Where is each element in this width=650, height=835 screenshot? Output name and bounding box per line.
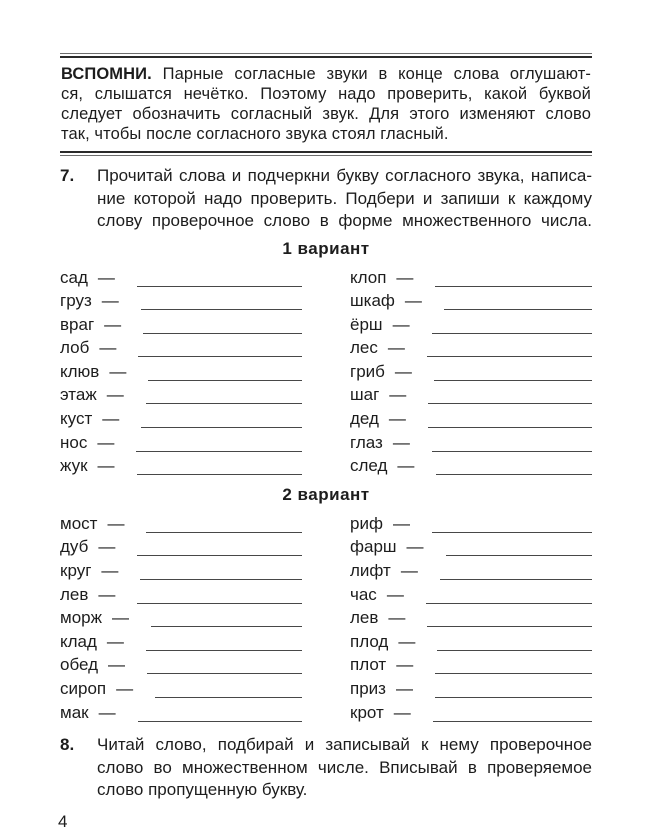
- answer-blank-line[interactable]: [146, 513, 302, 533]
- answer-blank-line[interactable]: [155, 678, 302, 698]
- remember-box-bottom-rule: [60, 151, 592, 156]
- variant-2-word-grid: [60, 513, 592, 725]
- answer-blank-line[interactable]: [137, 267, 302, 287]
- word-dash: —: [97, 267, 115, 287]
- word-row: [60, 314, 302, 338]
- word-dash: —: [104, 314, 122, 334]
- answer-blank-line[interactable]: [138, 702, 302, 722]
- word-label: мак: [60, 702, 89, 722]
- answer-blank-line[interactable]: [137, 455, 302, 475]
- variant-1-left-column: [60, 267, 302, 479]
- exercise-8-text: [97, 734, 592, 802]
- variant-2-right-column: [350, 513, 592, 725]
- word-row: [350, 678, 592, 702]
- answer-blank-line[interactable]: [435, 267, 592, 287]
- word-row: [350, 314, 592, 338]
- variant-2-title: 2 вариант: [282, 484, 370, 504]
- remember-line: ся, слышатся нечётко. Поэтому надо проверить, какой буквой: [61, 85, 591, 103]
- word-dash: —: [392, 314, 410, 334]
- answer-blank-line[interactable]: [432, 432, 592, 452]
- word-label: обед: [60, 655, 99, 675]
- word-row: [60, 560, 302, 584]
- word-dash: —: [386, 584, 404, 604]
- word-label: лев: [350, 608, 379, 628]
- word-dash: —: [388, 608, 406, 628]
- word-row: [60, 702, 302, 726]
- word-label: клюв: [60, 361, 100, 381]
- word-dash: —: [98, 702, 116, 722]
- answer-blank-line[interactable]: [427, 337, 592, 357]
- exercise-7-number: 7.: [60, 166, 75, 185]
- exercise-7-line: слову проверочное слово в форме множественного числа.: [97, 211, 592, 230]
- word-dash: —: [400, 561, 418, 581]
- word-dash: —: [108, 655, 126, 675]
- word-label: дуб: [60, 537, 89, 557]
- word-label: морж: [60, 608, 102, 628]
- word-dash: —: [102, 409, 120, 429]
- word-dash: —: [98, 584, 116, 604]
- answer-blank-line[interactable]: [140, 560, 302, 580]
- word-row: [350, 584, 592, 608]
- word-label: крот: [350, 702, 384, 722]
- word-row: [350, 560, 592, 584]
- answer-blank-line[interactable]: [137, 536, 302, 556]
- word-dash: —: [107, 513, 125, 533]
- word-dash: —: [106, 385, 124, 405]
- answer-blank-line[interactable]: [446, 536, 592, 556]
- answer-blank-line[interactable]: [146, 631, 302, 651]
- word-label: лифт: [350, 561, 391, 581]
- word-row: [350, 631, 592, 655]
- word-label: куст: [60, 409, 93, 429]
- word-row: [350, 290, 592, 314]
- remember-box-title: ВСПОМНИ.: [61, 65, 152, 83]
- word-row: [350, 536, 592, 560]
- answer-blank-line[interactable]: [138, 337, 302, 357]
- word-dash: —: [99, 338, 117, 358]
- word-row: [350, 654, 592, 678]
- word-dash: —: [97, 432, 115, 452]
- exercise-8-number: 8.: [60, 735, 75, 755]
- word-label: глаз: [350, 432, 383, 452]
- remember-line: следует обозначить согласный звук. Для этого изменяют слово: [61, 105, 591, 123]
- word-dash: —: [406, 537, 424, 557]
- remember-line: так, чтобы после согласного звука стоял гласный.: [61, 125, 449, 143]
- word-row: [60, 408, 302, 432]
- word-label: круг: [60, 561, 92, 581]
- page-number: 4: [58, 811, 68, 831]
- word-label: нос: [60, 432, 88, 452]
- word-label: риф: [350, 513, 383, 533]
- exercise-8-line: слово во множественном числе. Вписывай в проверяемое: [97, 757, 592, 777]
- answer-blank-line[interactable]: [137, 584, 302, 604]
- answer-blank-line[interactable]: [432, 314, 592, 334]
- word-label: шкаф: [350, 291, 395, 311]
- exercise-8-line: Читай слово, подбирай и записывай к нему проверочное: [97, 735, 592, 755]
- answer-blank-line[interactable]: [151, 607, 302, 627]
- word-label: мост: [60, 513, 98, 533]
- word-label: гриб: [350, 361, 385, 381]
- word-dash: —: [101, 561, 119, 581]
- word-row: [350, 513, 592, 537]
- remember-line: [61, 64, 591, 84]
- answer-blank-line[interactable]: [147, 654, 302, 674]
- word-label: плот: [350, 655, 387, 675]
- word-dash: —: [394, 361, 412, 381]
- word-dash: —: [396, 655, 414, 675]
- word-row: [60, 290, 302, 314]
- word-dash: —: [396, 267, 414, 287]
- word-row: [60, 584, 302, 608]
- word-row: [60, 631, 302, 655]
- word-dash: —: [111, 608, 129, 628]
- remember-box: [60, 58, 592, 151]
- word-dash: —: [101, 291, 119, 311]
- word-dash: —: [393, 702, 411, 722]
- word-label: лес: [350, 338, 378, 358]
- answer-blank-line[interactable]: [427, 607, 592, 627]
- exercise-7: [60, 165, 592, 233]
- word-label: враг: [60, 314, 95, 334]
- word-label: сироп: [60, 679, 107, 698]
- word-row: [60, 654, 302, 678]
- word-dash: —: [392, 513, 410, 533]
- word-label: лев: [60, 584, 89, 604]
- word-row: [60, 607, 302, 631]
- word-row: [60, 678, 302, 702]
- answer-blank-line[interactable]: [146, 384, 302, 404]
- word-dash: —: [395, 679, 413, 698]
- exercise-7-line: ние которой надо проверить. Подбери и запиши к каждому: [97, 188, 592, 208]
- remember-line-text: Парные согласные звуки в конце слова оглушают-: [162, 65, 591, 83]
- word-label: фарш: [350, 537, 397, 557]
- answer-blank-line[interactable]: [436, 455, 592, 475]
- word-dash: —: [389, 385, 407, 405]
- word-row: [60, 536, 302, 560]
- answer-blank-line[interactable]: [141, 290, 302, 310]
- word-row: [60, 432, 302, 456]
- word-dash: —: [109, 361, 127, 381]
- word-dash: —: [97, 456, 115, 476]
- answer-blank-line[interactable]: [148, 361, 302, 381]
- word-label: час: [350, 584, 377, 604]
- word-dash: —: [106, 631, 124, 651]
- word-dash: —: [398, 631, 416, 651]
- word-label: плод: [350, 631, 389, 651]
- word-label: клоп: [350, 267, 387, 287]
- exercise-7-text: [97, 165, 592, 233]
- answer-blank-line[interactable]: [435, 654, 592, 674]
- word-label: этаж: [60, 385, 97, 405]
- word-dash: —: [388, 409, 406, 429]
- word-label: приз: [350, 679, 386, 698]
- answer-blank-line[interactable]: [136, 432, 302, 452]
- word-label: клад: [60, 631, 97, 651]
- word-dash: —: [404, 291, 422, 311]
- answer-blank-line[interactable]: [437, 631, 592, 651]
- word-dash: —: [392, 432, 410, 452]
- word-row: [350, 432, 592, 456]
- word-row: [60, 337, 302, 361]
- word-dash: —: [397, 456, 415, 476]
- word-dash: —: [116, 679, 134, 698]
- word-row: [350, 455, 592, 479]
- answer-blank-line[interactable]: [428, 384, 592, 404]
- answer-blank-line[interactable]: [444, 290, 592, 310]
- word-label: шаг: [350, 385, 380, 405]
- answer-blank-line[interactable]: [428, 408, 592, 428]
- exercise-8: [60, 734, 592, 802]
- word-dash: —: [387, 338, 405, 358]
- answer-blank-line[interactable]: [440, 560, 592, 580]
- word-row: [60, 513, 302, 537]
- answer-blank-line[interactable]: [432, 513, 592, 533]
- word-label: след: [350, 456, 388, 476]
- word-row: [350, 408, 592, 432]
- exercise-8-line: слово пропущенную букву.: [97, 780, 308, 800]
- word-row: [60, 361, 302, 385]
- word-row: [350, 361, 592, 385]
- word-row: [60, 384, 302, 408]
- variant-1-word-grid: [60, 267, 592, 479]
- answer-blank-line[interactable]: [435, 678, 592, 698]
- answer-blank-line[interactable]: [426, 584, 592, 604]
- word-row: [350, 607, 592, 631]
- word-row: [350, 267, 592, 291]
- word-label: ёрш: [350, 314, 383, 334]
- answer-blank-line[interactable]: [141, 408, 302, 428]
- word-label: жук: [60, 456, 88, 476]
- variant-1-title: 1 вариант: [282, 238, 370, 258]
- word-dash: —: [98, 537, 116, 557]
- variant-2-left-column: [60, 513, 302, 725]
- word-row: [350, 337, 592, 361]
- word-label: дед: [350, 409, 379, 429]
- word-label: груз: [60, 291, 92, 311]
- word-row: [60, 267, 302, 291]
- variant-1-right-column: [350, 267, 592, 479]
- word-row: [60, 455, 302, 479]
- answer-blank-line[interactable]: [433, 702, 592, 722]
- word-row: [350, 384, 592, 408]
- word-label: лоб: [60, 338, 90, 358]
- exercise-7-line: Прочитай слова и подчеркни букву согласного звука, написа-: [97, 166, 592, 185]
- word-row: [350, 702, 592, 726]
- word-label: сад: [60, 267, 88, 287]
- answer-blank-line[interactable]: [143, 314, 302, 334]
- answer-blank-line[interactable]: [434, 361, 592, 381]
